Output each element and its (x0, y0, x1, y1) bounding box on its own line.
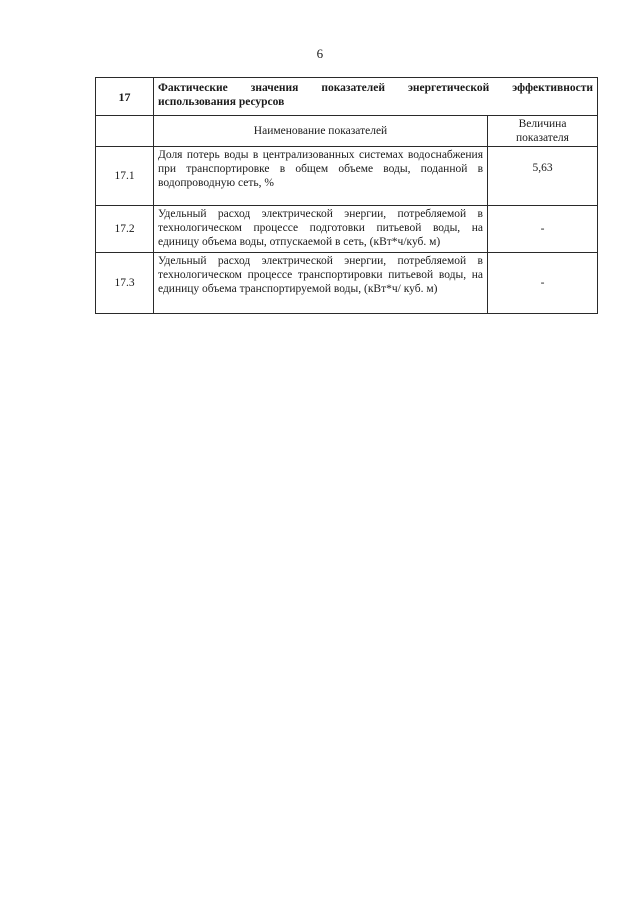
row-value: 5,63 (488, 147, 598, 206)
page-number: 6 (316, 46, 324, 61)
section-header-row (96, 78, 598, 116)
table-row (96, 206, 598, 253)
column-header-value: Величина показателя (488, 116, 598, 147)
indicators-table (95, 77, 598, 314)
row-number: 17.2 (96, 206, 154, 253)
section-title: Фактические значения показателей энергетической эффективности использования ресурсов (154, 78, 598, 116)
section-number: 17 (96, 78, 154, 116)
row-description: Доля потерь воды в централизованных системах водоснабжения при транспортировке в общем объеме воды, поданной в водопроводную сеть, % (154, 147, 488, 206)
row-description: Удельный расход электрической энергии, потребляемой в технологическом процессе подготовки питьевой воды, на единицу объема воды, отпускаемой в сеть, (кВт*ч/куб. м) (154, 206, 488, 253)
row-description: Удельный расход электрической энергии, потребляемой в технологическом процессе транспортировки питьевой воды, на единицу объема транспортируемой воды, (кВт*ч/ куб. м) (154, 253, 488, 314)
row-value: - (488, 206, 598, 253)
row-number: 17.3 (96, 253, 154, 314)
table-row (96, 253, 598, 314)
column-header-name: Наименование показателей (154, 116, 488, 147)
row-value: - (488, 253, 598, 314)
row-number: 17.1 (96, 147, 154, 206)
table-row (96, 147, 598, 206)
column-header-row (96, 116, 598, 147)
empty-header-cell (96, 116, 154, 147)
